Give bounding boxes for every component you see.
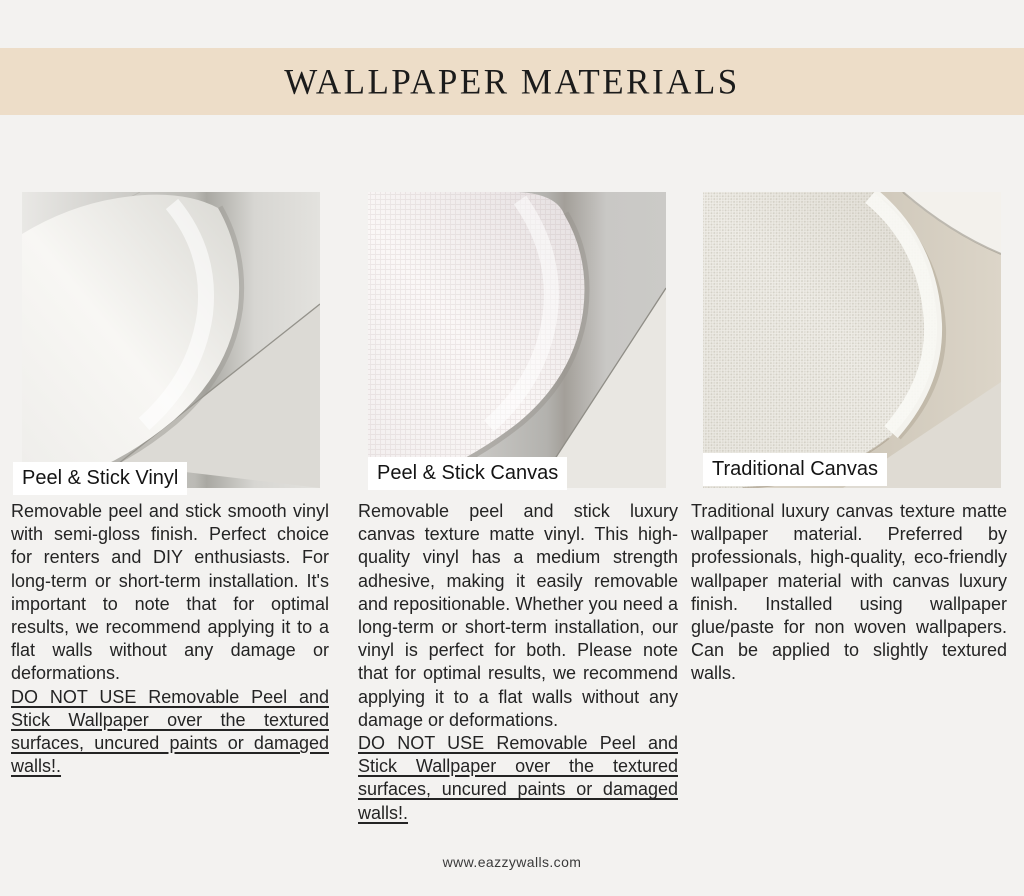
page-title: WALLPAPER MATERIALS xyxy=(284,60,740,102)
website-url: www.eazzywalls.com xyxy=(442,854,582,870)
traditional-canvas-photo-art xyxy=(703,192,1001,488)
material-description: Traditional luxury canvas texture matte wallpaper material. Preferred by professionals, high-quality, eco-friendly wallpaper material with canvas luxury finish. Installed using wallpaper glue/paste for non woven wallpapers. Can be applied to slightly textured walls. xyxy=(691,501,1007,684)
material-description: Removable peel and stick smooth vinyl with semi-gloss finish. Perfect choice for renters and DIY enthusiasts. For long-term or short-term installation. It's important to note that for optimal results, we recommend applying it to a flat walls without any damage or deformations. xyxy=(11,501,329,684)
material-column-peel-stick-canvas xyxy=(358,192,678,825)
material-column-peel-stick-vinyl xyxy=(11,192,329,778)
traditional-canvas-photo xyxy=(703,192,1001,488)
peel-stick-canvas-photo-art xyxy=(368,192,666,488)
material-label-peel-stick-vinyl: Peel & Stick Vinyl xyxy=(13,462,187,495)
material-column-traditional-canvas xyxy=(691,192,1007,686)
material-description: Removable peel and stick luxury canvas texture matte vinyl. This high-quality vinyl has a medium strength adhesive, making it easily removable and repositionable. Whether you need a long-term or short-term installation, our vinyl is perfect for both. Please note that for optimal results, we recommend applying it to a flat walls without any damage or deformations. xyxy=(358,501,678,730)
material-label-peel-stick-canvas: Peel & Stick Canvas xyxy=(368,457,567,490)
peel-stick-canvas-photo xyxy=(368,192,666,488)
smooth-vinyl-photo-art xyxy=(22,192,320,488)
smooth-vinyl-photo xyxy=(22,192,320,488)
material-warning: DO NOT USE Removable Peel and Stick Wallpaper over the textured surfaces, uncured paints or damaged walls!. xyxy=(11,686,329,777)
title-banner xyxy=(0,48,1024,115)
material-warning: DO NOT USE Removable Peel and Stick Wallpaper over the textured surfaces, uncured paints or damaged walls!. xyxy=(358,733,678,823)
material-label-traditional-canvas: Traditional Canvas xyxy=(703,453,887,486)
